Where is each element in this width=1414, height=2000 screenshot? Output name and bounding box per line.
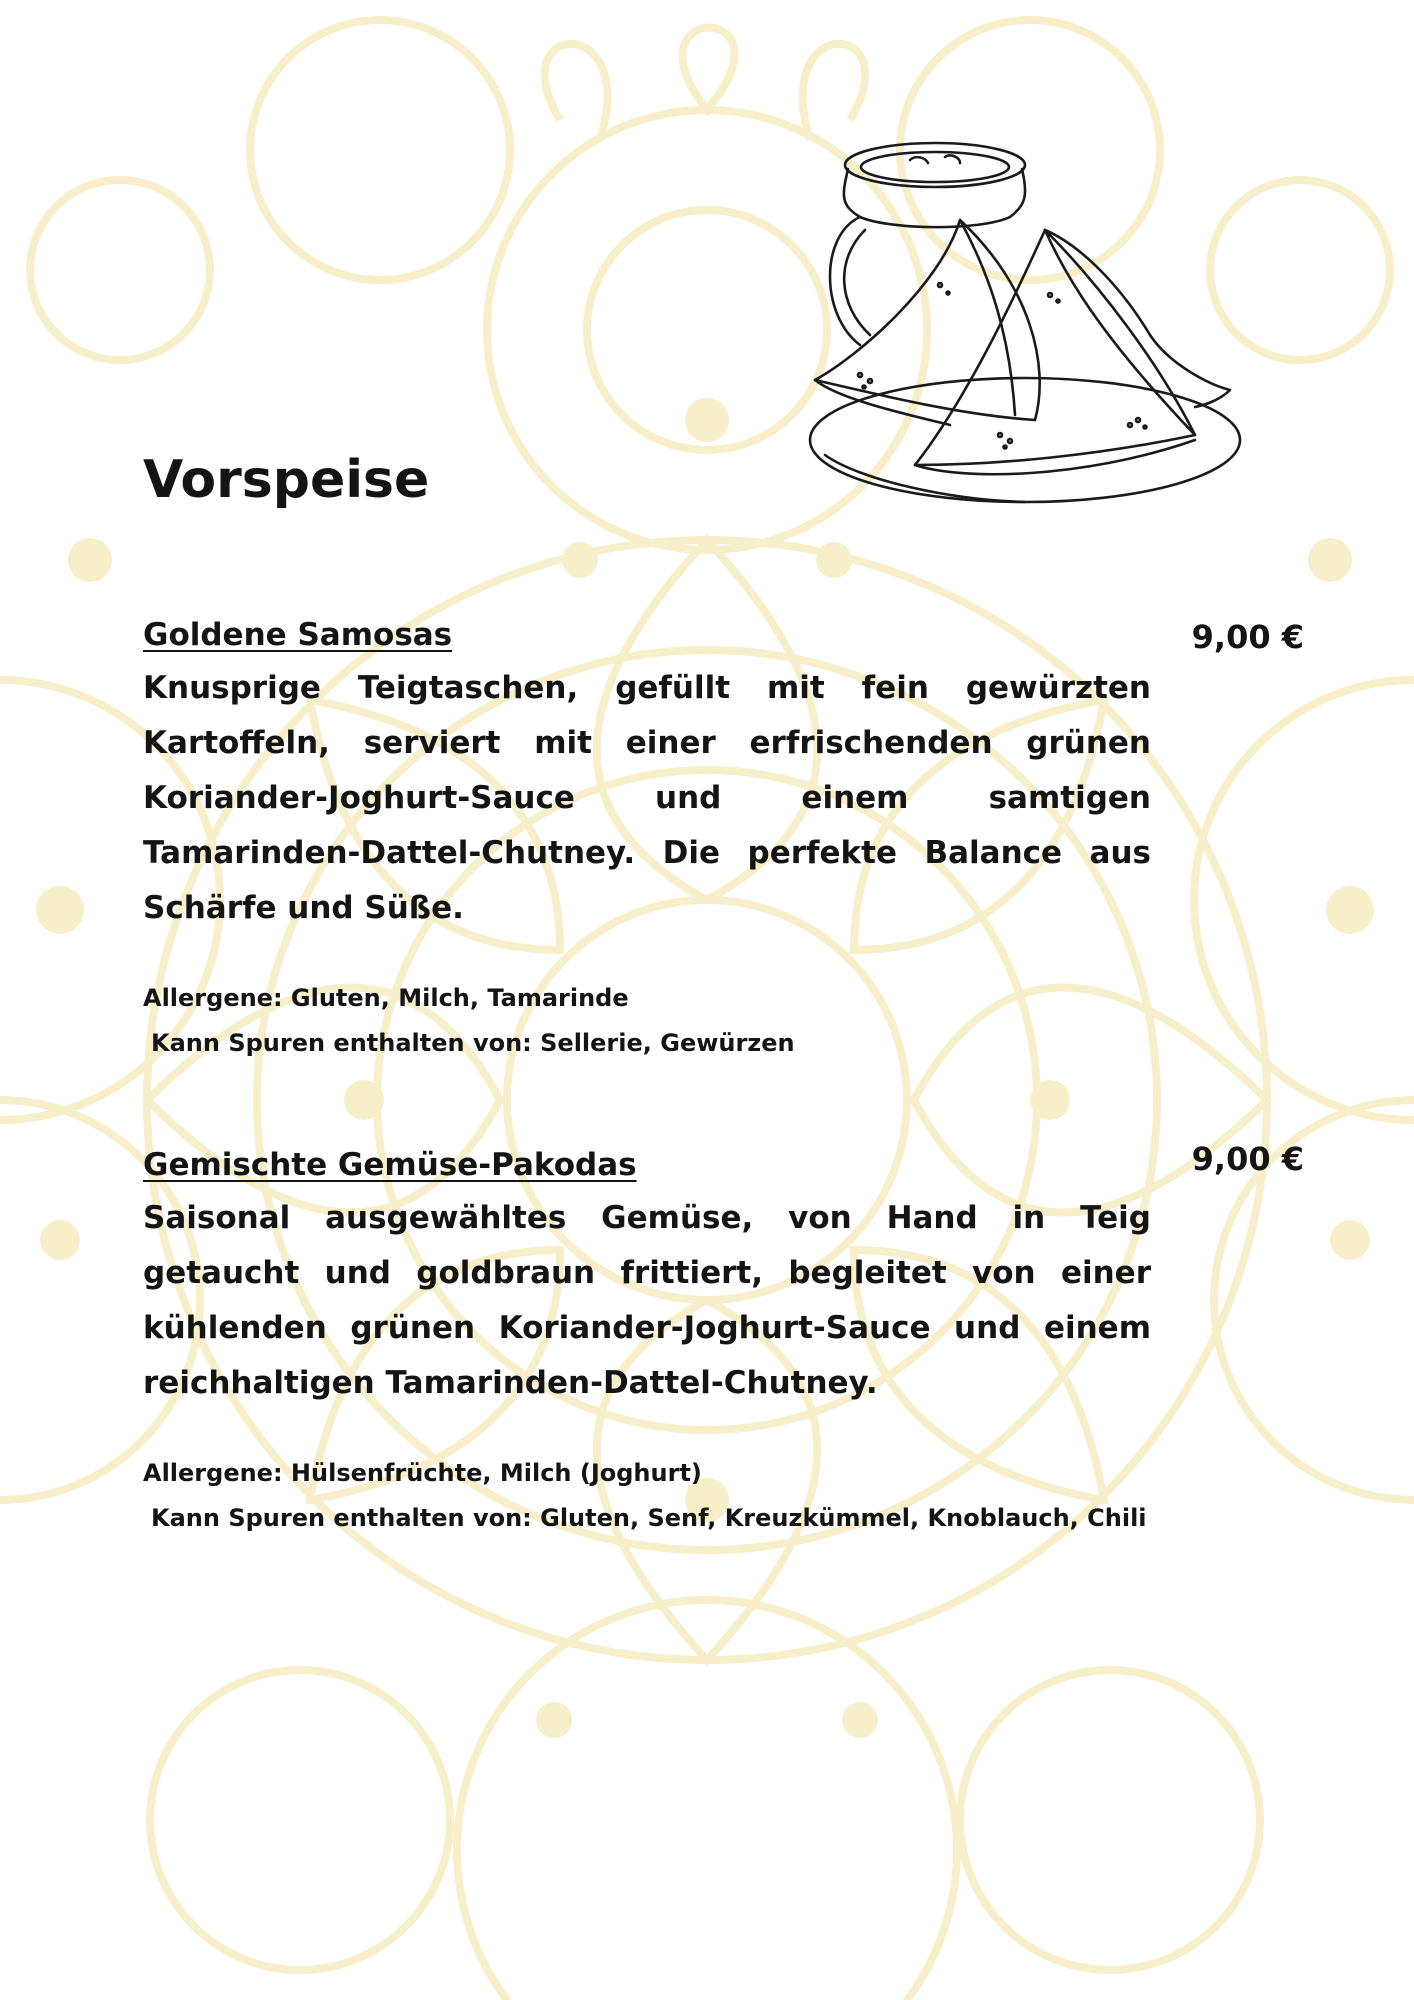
item-price: 9,00 € [1191, 618, 1304, 656]
samosa-dish-illustration-icon [800, 135, 1250, 510]
item-description: Knusprige Teigtaschen, gefüllt mit fein gewürzten Kartoffeln, serviert mit einer erfrischenden grünen Koriander-Joghurt-Sauce und einem samtigen Tamarinden-Dattel-Chutney. Die perfekte Balance aus Schärfe und Süße. [143, 670, 1151, 926]
item-traces: Kann Spuren enthalten von: Gluten, Senf, Kreuzkümmel, Knoblauch, Chili [151, 1504, 1147, 1532]
item-allergens: Allergene: Hülsenfrüchte, Milch (Joghurt) [143, 1459, 702, 1487]
item-traces: Kann Spuren enthalten von: Sellerie, Gewürzen [151, 1029, 795, 1057]
item-name: Gemischte Gemüse-Pakodas [143, 1147, 637, 1183]
item-allergens: Allergene: Gluten, Milch, Tamarinde [143, 984, 629, 1012]
item-price: 9,00 € [1191, 1140, 1304, 1178]
menu-item [143, 615, 1153, 1066]
menu-item [143, 1145, 1153, 1541]
item-name: Goldene Samosas [143, 617, 453, 653]
item-description: Saisonal ausgewähltes Gemüse, von Hand in Teig getaucht und goldbraun frittiert, begleitet von einer kühlenden grünen Koriander-Joghurt-Sauce und einem reichhaltigen Tamarinden-Dattel-Chutney. [143, 1200, 1151, 1401]
section-title: Vorspeise [143, 450, 430, 510]
